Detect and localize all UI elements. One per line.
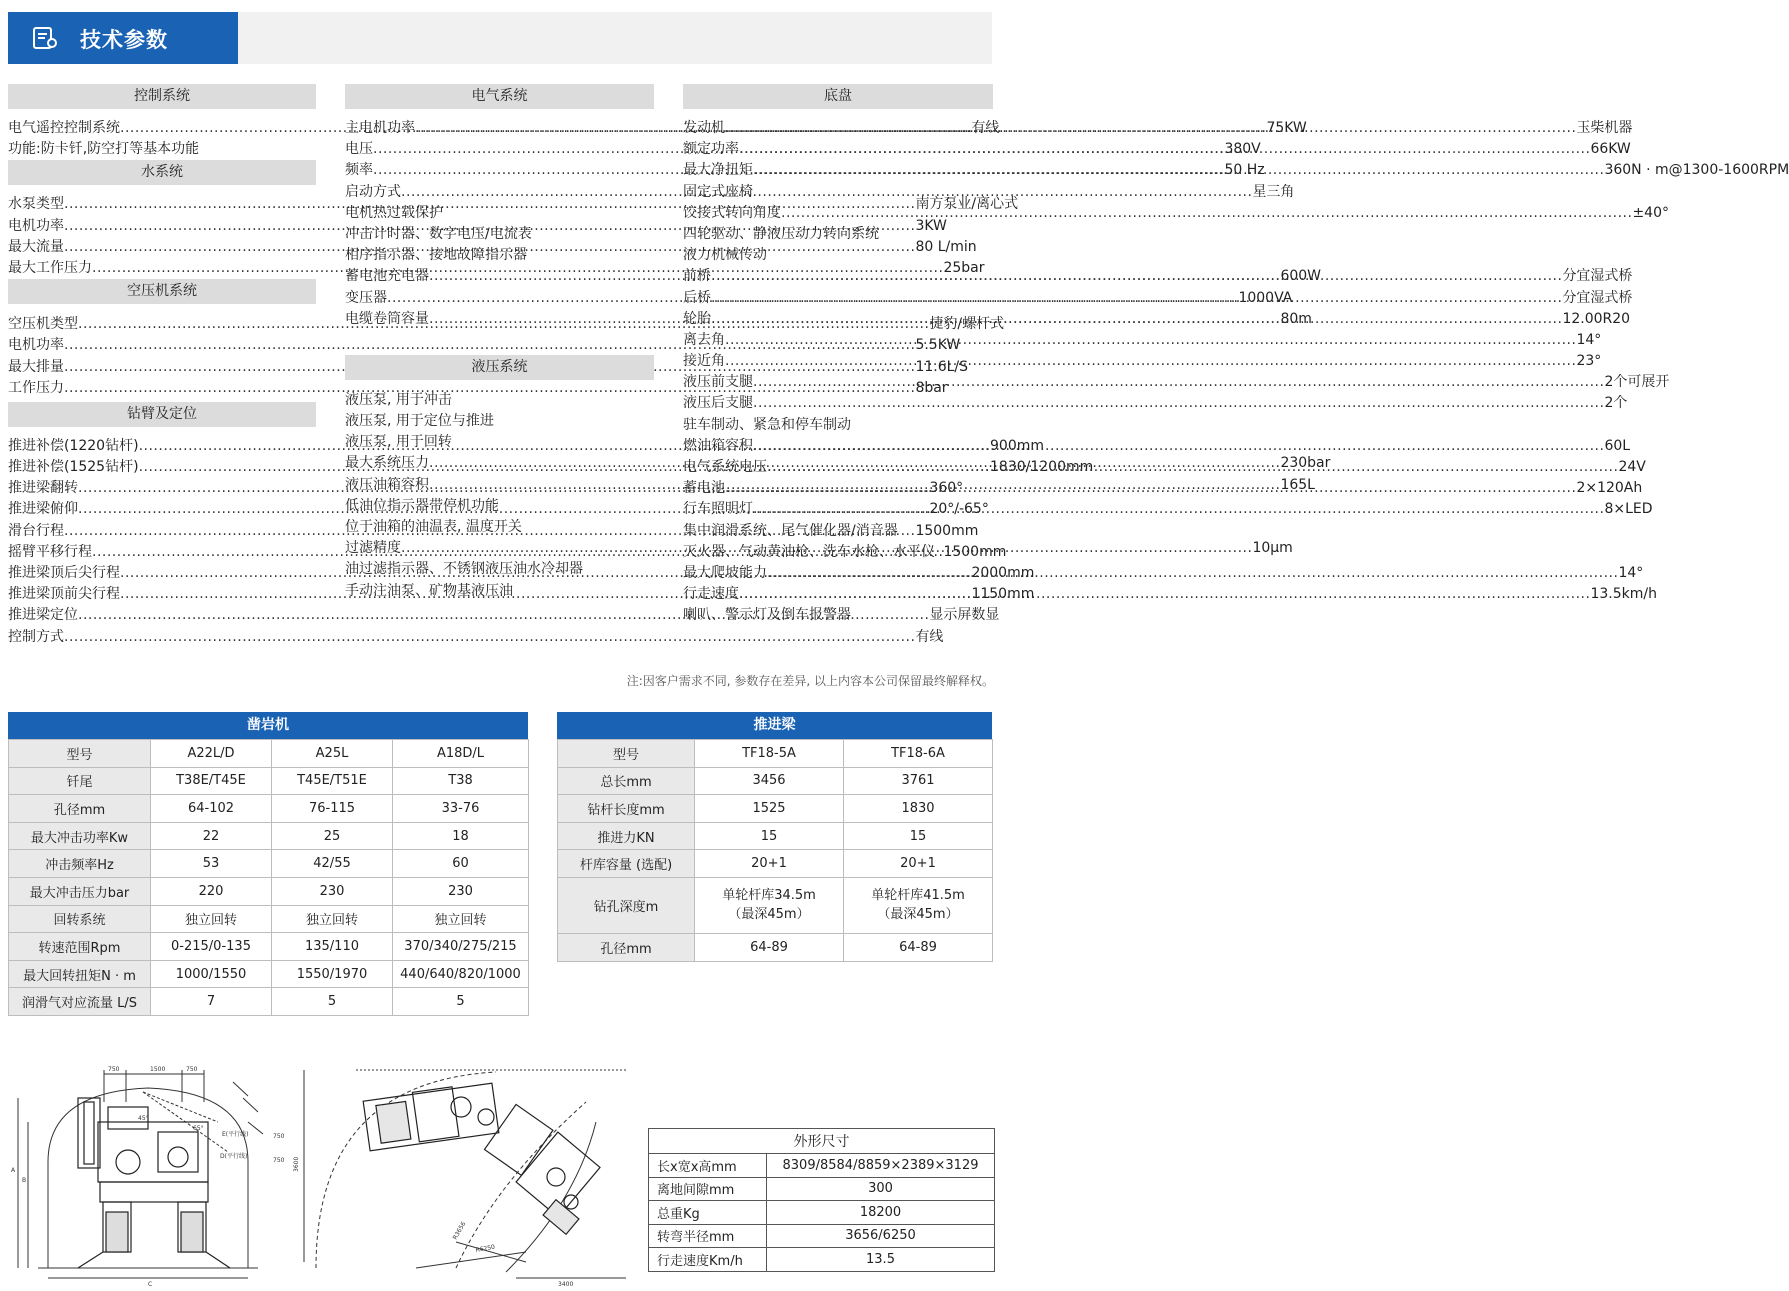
spec-label: 后桥	[683, 289, 711, 306]
spec-value: 80m	[1280, 310, 1312, 327]
chassis-spec-row	[683, 415, 993, 436]
spec-label: 推进梁顶前尖行程	[8, 586, 120, 603]
dot-leader	[753, 436, 1604, 457]
dot-leader	[753, 499, 1604, 520]
dot-leader	[725, 351, 1576, 372]
chassis-spec-row	[683, 330, 1602, 351]
electric-system-title: 电气系统	[345, 84, 654, 109]
dot-leader	[711, 309, 1562, 330]
table-cell: TF18-5A	[695, 740, 844, 768]
table-row	[558, 767, 993, 795]
table-row	[649, 1224, 995, 1248]
table-row	[9, 960, 529, 988]
spec-label: 驻车制动、紧急和停车制动	[683, 416, 851, 433]
table-cell: 1000/1550	[151, 960, 272, 988]
dot-leader	[753, 372, 1604, 393]
chassis-spec-row	[683, 182, 993, 203]
table-row	[558, 933, 993, 961]
spec-label: 变压器	[345, 289, 387, 306]
spec-label: 蓄电池充电器	[345, 268, 429, 285]
spec-label: 接近角	[683, 353, 725, 370]
dimensions-table	[648, 1128, 995, 1272]
electric-spec-row	[345, 203, 654, 224]
section-header-tab	[8, 12, 238, 64]
top-radius-2: R6250	[475, 1243, 496, 1254]
table-row	[558, 740, 993, 768]
spec-label: 相序指示器、接地故障指示器	[345, 247, 527, 264]
spec-value: 1000VA	[1238, 289, 1293, 306]
dot-leader	[767, 457, 1618, 478]
spec-value: 2个	[1604, 395, 1628, 412]
table-row	[649, 1201, 995, 1225]
table-cell: T45E/T51E	[272, 767, 393, 795]
table-cell: 220	[151, 877, 272, 905]
spec-label: 电气系统电压	[683, 459, 767, 475]
spec-label: 空压机类型	[8, 316, 78, 333]
chassis-spec-row	[683, 393, 1628, 414]
table-cell: 64-89	[695, 933, 844, 961]
spec-label: 轮胎	[683, 310, 711, 327]
dot-leader	[725, 478, 1576, 499]
spec-value: 显示屏数显	[929, 607, 1000, 624]
spec-label: 液力机械传动	[683, 247, 767, 264]
spec-label: 推进梁翻转	[8, 480, 78, 497]
table-cell: A25L	[272, 740, 393, 768]
spec-label: 推进梁顶后尖行程	[8, 565, 120, 581]
table-cell: T38E/T45E	[151, 767, 272, 795]
spec-value: 玉柴机器	[1576, 120, 1633, 136]
spec-value: 星三角	[1252, 183, 1295, 200]
spec-value: 1830/1200mm	[990, 459, 1094, 476]
table-cell: 64-89	[844, 933, 993, 961]
table-cell: 300	[767, 1177, 995, 1201]
spec-value: 230bar	[1280, 455, 1331, 472]
spec-value: 75KW	[1266, 120, 1307, 136]
spec-label: 蓄电池	[683, 480, 725, 497]
spec-value: 24V	[1618, 459, 1646, 475]
spec-label: 最大排量	[8, 358, 64, 375]
spec-value: 14°	[1576, 331, 1602, 348]
table-cell: 独立回转	[393, 905, 529, 933]
table-cell: 15	[695, 822, 844, 850]
spec-label: 功能:防卡钎,防空打等基本功能	[8, 141, 200, 158]
spec-value: 13.5km/h	[1590, 586, 1657, 603]
spec-value: 50 Hz	[1224, 162, 1265, 179]
table-cell: TF18-6A	[844, 740, 993, 768]
spec-label: 低油位指示器带停机功能	[345, 497, 499, 514]
table-cell: 7	[151, 988, 272, 1016]
spec-value: 380V	[1224, 141, 1261, 158]
hydraulic-system-title: 液压系统	[345, 355, 654, 380]
spec-value: 8bar	[915, 379, 948, 396]
table-row	[9, 822, 529, 850]
control-system-title: 控制系统	[8, 84, 316, 109]
spec-value: 25bar	[943, 259, 985, 276]
front-dim-5: 750	[273, 1157, 285, 1164]
row-header-cell: 杆库容量 (选配)	[558, 850, 695, 878]
table-cell: 33-76	[393, 795, 529, 823]
spec-value: ±40°	[1632, 204, 1669, 221]
table-cell: 0-215/0-135	[151, 933, 272, 961]
row-header-cell: 孔径mm	[9, 795, 151, 823]
front-height-b: B	[22, 1177, 27, 1184]
hydraulic-spec-row	[345, 559, 654, 580]
dimensions-table-title: 外形尺寸	[649, 1129, 995, 1154]
row-header-cell: 转速范围Rpm	[9, 933, 151, 961]
table-cell: 1550/1970	[272, 960, 393, 988]
table-cell: 230	[272, 877, 393, 905]
row-header-cell: 冲击频率Hz	[9, 850, 151, 878]
spec-label: 水泵类型	[8, 196, 64, 213]
front-dim-1: 750	[108, 1066, 120, 1073]
table-cell: 42/55	[272, 850, 393, 878]
air-system-title: 空压机系统	[8, 279, 316, 304]
top-height-dim: 3600	[293, 1156, 300, 1172]
chassis-spec-row	[683, 351, 1602, 372]
spec-label: 控制方式	[8, 628, 64, 645]
row-header-cell: 转弯半径mm	[649, 1224, 767, 1248]
spec-label: 最大爬坡能力	[683, 564, 767, 581]
spec-value: 3KW	[915, 217, 947, 234]
hydraulic-spec-row	[345, 432, 654, 453]
hydraulic-spec-row	[345, 496, 654, 517]
dot-leader	[739, 584, 1590, 605]
table-row	[9, 905, 529, 933]
spec-value: 20°/-65°	[929, 501, 989, 518]
dot-leader	[711, 288, 1562, 309]
dot-leader	[725, 118, 1576, 139]
boom-spec-row	[8, 627, 944, 648]
spec-value: 360N · m@1300-1600RPM	[1604, 162, 1789, 179]
chassis-title: 底盘	[683, 84, 993, 109]
spec-value: 66KW	[1590, 141, 1631, 158]
spec-label: 集中润滑系统、尾气催化器/消音器	[683, 522, 898, 539]
spec-value: 有线	[915, 628, 944, 645]
spec-label: 四轮驱动、静液压动力转向系统	[683, 225, 879, 242]
spec-label: 固定式座椅	[683, 183, 753, 200]
front-width-c: C	[148, 1281, 153, 1288]
spec-value: 12.00R20	[1562, 310, 1631, 327]
row-header-cell: 推进力KN	[558, 822, 695, 850]
spec-label: 液压泵, 用于回转	[345, 434, 452, 451]
spec-value: 60L	[1604, 437, 1631, 454]
spec-label: 启动方式	[345, 183, 401, 200]
table-cell: 20+1	[844, 850, 993, 878]
rock-drill-grid	[8, 739, 529, 1016]
table-cell: 3656/6250	[767, 1224, 995, 1248]
feed-beam-grid	[557, 739, 993, 962]
row-header-cell: 回转系统	[9, 905, 151, 933]
boom-title: 钻臂及定位	[8, 402, 316, 427]
top-radius-1: R3656	[451, 1220, 468, 1241]
dot-leader	[711, 266, 1562, 287]
electric-spec-row	[345, 245, 654, 266]
table-row	[9, 740, 529, 768]
front-height-a: A	[11, 1167, 16, 1174]
row-header-cell: 行走速度Km/h	[649, 1248, 767, 1272]
spec-value: 360°	[929, 480, 964, 497]
spec-label: 频率	[345, 162, 373, 179]
table-cell: 370/340/275/215	[393, 933, 529, 961]
row-header-cell: 型号	[9, 740, 151, 768]
spec-label: 额定功率	[683, 141, 739, 158]
spec-value: 2×120Ah	[1576, 480, 1643, 497]
table-cell: 15	[844, 822, 993, 850]
table-cell: 64-102	[151, 795, 272, 823]
spec-value: 1500mm	[915, 522, 979, 539]
spec-label: 过滤精度	[345, 540, 401, 557]
table-cell: 76-115	[272, 795, 393, 823]
spec-label: 油过滤指示器、不锈钢液压油水冷却器	[345, 561, 583, 578]
spec-value: 11.6L/S	[915, 358, 969, 375]
hydraulic-spec-row	[345, 411, 654, 432]
rock-drill-table-title: 凿岩机	[8, 712, 528, 739]
spec-label: 前桥	[683, 268, 711, 285]
front-dim-2: 1500	[150, 1066, 166, 1073]
control-spec-row	[8, 139, 316, 160]
table-cell: 53	[151, 850, 272, 878]
table-cell: 单轮杆库34.5m （最深45m）	[695, 877, 844, 933]
row-header-cell: 钻孔深度m	[558, 877, 695, 933]
table-row	[9, 795, 529, 823]
spec-label: 最大流量	[8, 238, 64, 255]
table-cell: 1830	[844, 795, 993, 823]
spec-label: 液压后支腿	[683, 395, 753, 412]
front-label-d: D(平行线)	[220, 1153, 248, 1160]
spec-label: 手动注油泵、矿物基液压油	[345, 582, 513, 599]
row-header-cell: 长x宽x高mm	[649, 1154, 767, 1178]
table-cell: 135/110	[272, 933, 393, 961]
spec-label: 最大净扭矩	[683, 162, 753, 179]
spec-label: 燃油箱容积	[683, 437, 753, 454]
table-row	[558, 850, 993, 878]
table-cell: 5	[272, 988, 393, 1016]
spec-label: 推进补偿(1525钻杆)	[8, 459, 139, 476]
spec-label: 最大系统压力	[345, 455, 429, 472]
spec-label: 行车照明灯	[683, 501, 753, 518]
section-header	[8, 12, 992, 64]
spec-value: 南方泵业/离心式	[915, 196, 1019, 213]
spec-label: 推进梁俯仰	[8, 501, 78, 518]
hydraulic-spec-row	[345, 390, 654, 411]
spec-value: 14°	[1618, 564, 1644, 581]
table-cell: 18	[393, 822, 529, 850]
spec-label: 离去角	[683, 331, 725, 348]
row-header-cell: 孔径mm	[558, 933, 695, 961]
spec-value: 分宜湿式桥	[1562, 289, 1633, 306]
table-cell: 230	[393, 877, 529, 905]
spec-label: 滑台行程	[8, 522, 64, 539]
spec-label: 电缆卷筒容量	[345, 310, 429, 327]
table-row	[649, 1154, 995, 1178]
electric-spec-row	[345, 224, 654, 245]
row-header-cell: 钎尾	[9, 767, 151, 795]
hydraulic-spec-row	[345, 517, 654, 538]
spec-label: 推进补偿(1220钻杆)	[8, 437, 139, 454]
front-angle-1: 45°	[138, 1115, 149, 1122]
spec-label: 电机热过载保护	[345, 204, 443, 221]
table-row	[558, 877, 993, 933]
spec-label: 电压	[345, 141, 373, 158]
chassis-spec-row	[683, 372, 1670, 393]
spec-label: 灭火器、气动黄油枪、洗车水枪、水平仪	[683, 543, 935, 560]
chassis-spec-row	[683, 499, 1653, 520]
chassis-spec-row	[683, 542, 993, 563]
table-cell: 3456	[695, 767, 844, 795]
page-title: 技术参数	[80, 28, 168, 52]
table-row	[9, 767, 529, 795]
spec-value: 10μm	[1252, 540, 1293, 557]
row-header-cell: 总重Kg	[649, 1201, 767, 1225]
table-cell: 1525	[695, 795, 844, 823]
table-cell: 20+1	[695, 850, 844, 878]
front-angle-2: 65°	[193, 1125, 204, 1132]
table-row	[649, 1248, 995, 1272]
row-header-cell: 最大冲击功率Kw	[9, 822, 151, 850]
table-cell: 22	[151, 822, 272, 850]
table-cell: 18200	[767, 1201, 995, 1225]
table-row	[558, 822, 993, 850]
table-cell: 单轮杆库41.5m （最深45m）	[844, 877, 993, 933]
table-cell: 3761	[844, 767, 993, 795]
table-cell: A22L/D	[151, 740, 272, 768]
row-header-cell: 离地间隙mm	[649, 1177, 767, 1201]
spec-label: 电机功率	[8, 217, 64, 234]
spec-value: 5.5KW	[915, 337, 961, 354]
dot-leader	[753, 393, 1604, 414]
table-cell: 独立回转	[272, 905, 393, 933]
dot-leader	[64, 627, 915, 648]
spec-value: 捷豹/螺杆式	[929, 316, 1005, 333]
front-label-e: E(平行线)	[222, 1131, 249, 1138]
spec-label: 饺接式转向角度	[683, 204, 781, 221]
document-list-icon	[32, 26, 58, 50]
front-dim-3: 750	[186, 1066, 198, 1073]
table-row	[649, 1177, 995, 1201]
spec-label: 行走速度	[683, 586, 739, 603]
spec-label: 液压前支腿	[683, 374, 753, 391]
table-cell: 独立回转	[151, 905, 272, 933]
spec-label: 发动机	[683, 120, 725, 136]
spec-value: 2000mm	[971, 565, 1035, 581]
table-cell: 13.5	[767, 1248, 995, 1272]
table-row	[558, 795, 993, 823]
front-view-drawing	[8, 1062, 290, 1288]
spec-value: 80 L/min	[915, 238, 977, 255]
table-cell: 440/640/820/1000	[393, 960, 529, 988]
row-header-cell: 最大回转扭矩N · m	[9, 960, 151, 988]
row-header-cell: 钻杆长度mm	[558, 795, 695, 823]
chassis-spec-row	[683, 224, 993, 245]
dot-leader	[781, 203, 1632, 224]
spec-label: 最大工作压力	[8, 259, 92, 276]
table-row	[9, 933, 529, 961]
dot-leader	[725, 330, 1576, 351]
spec-value: 165L	[1280, 476, 1315, 493]
table-cell: A18D/L	[393, 740, 529, 768]
spec-value: 有线	[971, 120, 1000, 136]
table-cell: 8309/8584/8859×2389×3129	[767, 1154, 995, 1178]
spec-label: 摇臂平移行程	[8, 543, 92, 560]
spec-value: 1500mm	[943, 543, 1007, 560]
spec-label: 液压油箱容积	[345, 476, 429, 493]
top-view-drawing	[293, 1062, 636, 1288]
row-header-cell: 润滑气对应流量 L/S	[9, 988, 151, 1016]
feed-beam-table-title: 推进梁	[557, 712, 992, 739]
spec-label: 电机功率	[8, 337, 64, 354]
spec-value: 600W	[1280, 268, 1322, 285]
spec-label: 喇叭、警示灯及倒车报警器	[683, 607, 851, 624]
chassis-spec-row	[683, 245, 993, 266]
spec-value: 23°	[1576, 353, 1602, 370]
spec-value: 8×LED	[1604, 501, 1653, 518]
row-header-cell: 最大冲击压力bar	[9, 877, 151, 905]
table-cell: 5	[393, 988, 529, 1016]
top-width-dim: 3400	[558, 1281, 574, 1288]
spec-label: 工作压力	[8, 379, 64, 396]
row-header-cell: 总长mm	[558, 767, 695, 795]
hydraulic-spec-row	[345, 581, 654, 602]
chassis-spec-row	[683, 521, 993, 542]
spec-label: 主电机功率	[345, 120, 415, 136]
spec-label: 冲击计时器、数字电压/电流表	[345, 225, 532, 242]
spec-value: 1150mm	[971, 586, 1035, 603]
front-dim-4: 750	[273, 1133, 285, 1140]
table-cell: 25	[272, 822, 393, 850]
table-cell: 60	[393, 850, 529, 878]
spec-value: 2个可展开	[1604, 374, 1670, 391]
spec-label: 推进梁定位	[8, 607, 78, 624]
table-cell: T38	[393, 767, 529, 795]
spec-label: 液压泵, 用于冲击	[345, 391, 452, 408]
feed-beam-table	[557, 712, 992, 962]
spec-label: 位于油箱的油温表, 温度开关	[345, 519, 522, 535]
spec-label: 液压泵, 用于定位与推进	[345, 413, 494, 430]
chassis-spec-row	[683, 605, 993, 626]
table-row	[9, 988, 529, 1016]
spec-label: 电气遥控控制系统	[8, 120, 120, 136]
dot-leader	[753, 160, 1604, 181]
rock-drill-table	[8, 712, 528, 1016]
spec-value: 900mm	[990, 437, 1044, 454]
dot-leader	[739, 139, 1590, 160]
table-row	[9, 850, 529, 878]
disclaimer-note: 注:因客户需求不同, 参数存在差异, 以上内容本公司保留最终解释权。	[626, 674, 994, 688]
water-system-title: 水系统	[8, 160, 316, 185]
row-header-cell: 型号	[558, 740, 695, 768]
table-row	[9, 877, 529, 905]
spec-value: 分宜湿式桥	[1562, 268, 1633, 285]
dot-leader	[767, 563, 1618, 584]
